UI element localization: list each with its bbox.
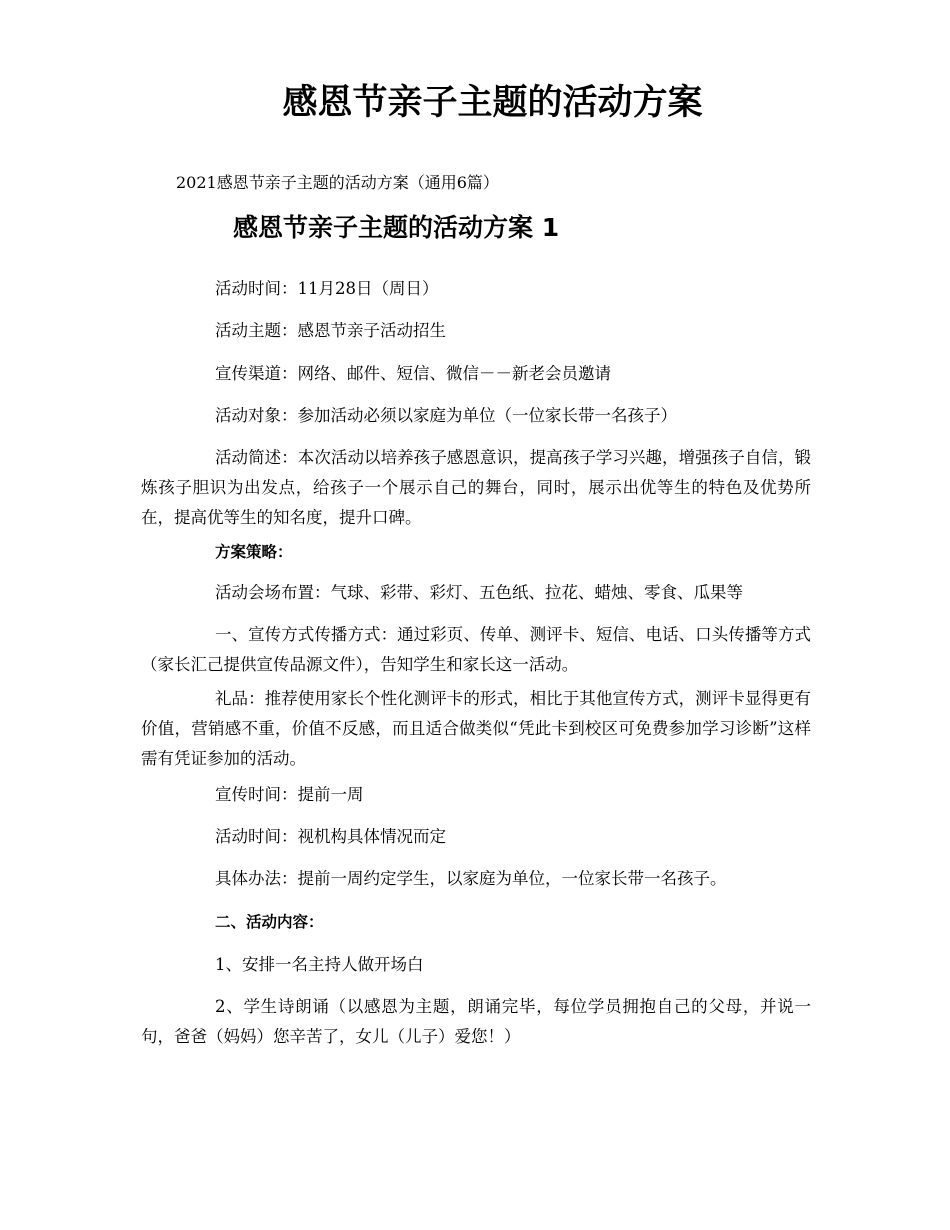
paragraph-activity-summary: 活动简述：本次活动以培养孩子感恩意识，提高孩子学习兴趣，增强孩子自信，锻炼孩子胆识为出发点，给孩子一个展示自己的舞台，同时，展示出优等生的特色及优势所在，提高优等生的知名度，提升口碑。 [141, 448, 811, 527]
paragraph-promotion-time: 宣传时间：提前一周 [215, 785, 364, 804]
heading-activity-content: 二、活动内容： [215, 913, 324, 931]
paragraph-promotion-channels: 宣传渠道：网络、邮件、短信、微信－－新老会员邀请 [215, 364, 611, 383]
paragraph-activity-theme: 活动主题：感恩节亲子活动招生 [215, 321, 446, 340]
paragraph-activity-target: 活动对象：参加活动必须以家庭为单位（一位家长带一名孩子） [215, 406, 677, 425]
heading-plan-strategy: 方案策略： [215, 543, 293, 561]
section-heading: 感恩节亲子主题的活动方案 1 [233, 213, 560, 242]
list-item-poetry-recital: 2、学生诗朗诵（以感恩为主题，朗诵完毕，每位学员拥抱自己的父母，并说一句，爸爸（妈妈）您辛苦了，女儿（儿子）爱您！） [141, 997, 811, 1046]
paragraph-specific-method: 具体办法：提前一周约定学生，以家庭为单位，一位家长带一名孩子。 [215, 869, 727, 888]
paragraph-promotion-methods: 一、宣传方式传播方式：通过彩页、传单、测评卡、短信、电话、口头传播等方式（家长汇己提供宣传品源文件），告知学生和家长这一活动。 [141, 625, 811, 674]
list-item-host-opening: 1、安排一名主持人做开场白 [215, 955, 424, 974]
document-title: 感恩节亲子主题的活动方案 [282, 83, 703, 123]
paragraph-venue-decoration: 活动会场布置：气球、彩带、彩灯、五色纸、拉花、蜡烛、零食、瓜果等 [215, 583, 743, 602]
document-subtitle: 2021感恩节亲子主题的活动方案（通用6篇） [176, 173, 499, 192]
paragraph-activity-time-2: 活动时间：视机构具体情况而定 [215, 827, 446, 846]
paragraph-activity-time: 活动时间：11月28日（周日） [215, 279, 439, 298]
paragraph-gifts: 礼品：推荐使用家长个性化测评卡的形式，相比于其他宣传方式，测评卡显得更有价值，营销感不重，价值不反感，而且适合做类似“凭此卡到校区可免费参加学习诊断”这样需有凭证参加的活动。 [141, 689, 811, 768]
